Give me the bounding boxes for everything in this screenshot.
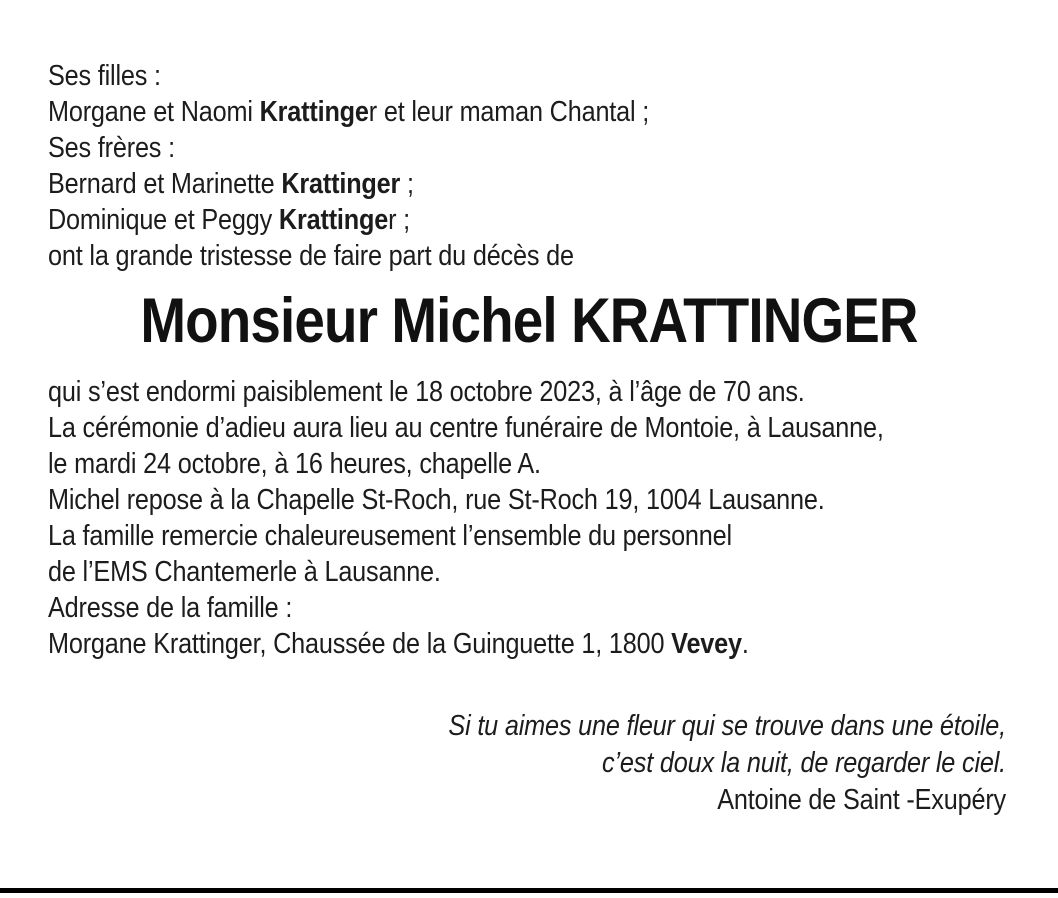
family-line-text: Ses frères :: [48, 132, 175, 164]
detail-line: [48, 446, 885, 482]
family-line: [48, 130, 885, 166]
detail-text: Morgane Krattinger, Chaussée de la Guinguette 1, 1800: [48, 628, 672, 660]
family-name-bold: Krattinge: [278, 204, 389, 236]
detail-text: La famille remercie chaleureusement l’ensemble du personnel: [48, 520, 732, 552]
family-line-text: r et leur maman Chantal ;: [368, 96, 650, 128]
detail-text: de l’EMS Chantemerle à Lausanne.: [48, 556, 441, 588]
detail-text: Michel repose à la Chapelle St-Roch, rue St-Roch 19, 1004 Lausanne.: [48, 484, 825, 516]
family-line-text: Morgane et Naomi: [48, 96, 260, 128]
family-line: [48, 166, 885, 202]
family-line: [48, 58, 885, 94]
family-line-text: Dominique et Peggy: [48, 204, 279, 236]
family-address-line: [48, 626, 885, 662]
detail-text: La cérémonie d’adieu aura lieu au centre funéraire de Montoie, à Lausanne,: [48, 412, 884, 444]
detail-text: le mardi 24 octobre, à 16 heures, chapelle A.: [48, 448, 541, 480]
city-name-bold: Vevey: [671, 628, 742, 660]
deceased-name-title: Monsieur Michel KRATTINGER: [140, 286, 918, 356]
family-name-bold: Krattinger: [281, 168, 401, 200]
detail-line: [48, 410, 885, 446]
detail-line: [48, 518, 885, 554]
family-line: [48, 202, 885, 238]
detail-line: [48, 374, 885, 410]
detail-text: Adresse de la famille :: [48, 592, 293, 624]
quote-line: c’est doux la nuit, de regarder le ciel.: [602, 747, 1006, 779]
quote-attribution: Antoine de Saint -Exupéry: [717, 784, 1006, 816]
detail-line: [48, 554, 885, 590]
detail-line: [48, 590, 885, 626]
family-intro: [48, 58, 1010, 274]
memorial-quote: [48, 708, 1010, 819]
ceremony-details: [48, 374, 1010, 662]
quote-line: Si tu aimes une fleur qui se trouve dans une étoile,: [448, 710, 1006, 742]
announcement-text: ont la grande tristesse de faire part du décès de: [48, 240, 574, 272]
detail-text: qui s’est endormi paisiblement le 18 octobre 2023, à l’âge de 70 ans.: [48, 376, 805, 408]
bottom-divider-rule: [0, 888, 1058, 893]
family-line-text: r ;: [388, 204, 411, 236]
family-line-text: ;: [400, 168, 414, 200]
announcement-line: [48, 238, 885, 274]
detail-text: .: [741, 628, 749, 660]
family-name-bold: Krattinge: [259, 96, 369, 128]
family-line-text: Bernard et Marinette: [48, 168, 282, 200]
detail-line: [48, 482, 885, 518]
family-line: [48, 94, 885, 130]
family-line-text: Ses filles :: [48, 60, 161, 92]
